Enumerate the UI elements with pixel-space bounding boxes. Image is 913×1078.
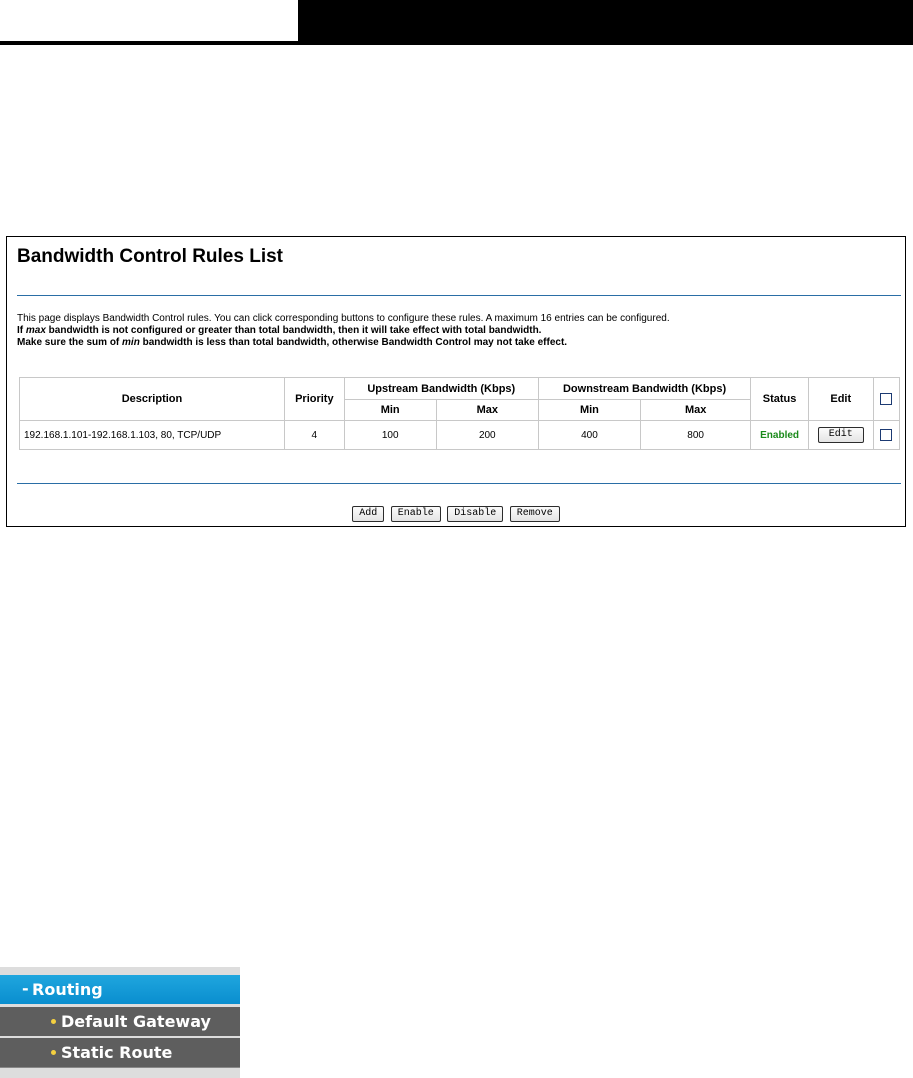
cell-down-min: 400 (538, 421, 640, 450)
sidebar-item-static-route[interactable] (0, 1038, 240, 1068)
description-line-2-pre: If (17, 325, 26, 336)
header-down-max: Max (641, 400, 751, 421)
bandwidth-control-panel (6, 236, 906, 527)
header-down-min: Min (538, 400, 640, 421)
sidebar-item-label: Default Gateway (61, 1012, 211, 1031)
document-header-bar (298, 0, 913, 41)
header-upstream: Upstream Bandwidth (Kbps) (344, 378, 538, 400)
select-all-checkbox[interactable] (880, 393, 892, 405)
collapse-dash-icon: - (22, 979, 29, 998)
sidebar-item-label: Routing (32, 980, 103, 999)
cell-description: 192.168.1.101-192.168.1.103, 80, TCP/UDP (20, 421, 285, 450)
enable-button[interactable]: Enable (391, 506, 441, 522)
header-downstream: Downstream Bandwidth (Kbps) (538, 378, 750, 400)
cell-up-min: 100 (344, 421, 436, 450)
description-line-1: This page displays Bandwidth Control rules. You can click corresponding buttons to configure these rules. A maximum 16 entries can be configured. (17, 313, 670, 324)
table-row (20, 421, 900, 450)
description-line-3 (17, 337, 567, 349)
sidebar-item-routing[interactable] (0, 975, 240, 1004)
header-status: Status (751, 378, 809, 421)
sidebar-item-label: Static Route (61, 1043, 173, 1062)
action-buttons (7, 502, 905, 522)
divider-top (17, 295, 901, 296)
header-priority: Priority (285, 378, 345, 421)
sidebar-menu (0, 967, 240, 1078)
description-line-3-post: bandwidth is less than total bandwidth, otherwise Bandwidth Control may not take effect. (139, 337, 568, 348)
header-select-all (873, 378, 899, 421)
header-edit: Edit (808, 378, 873, 421)
description-line-2-post: bandwidth is not configured or greater than total bandwidth, then it will take effect with total bandwidth. (45, 325, 542, 336)
bullet-icon (51, 1019, 56, 1024)
cell-down-max: 800 (641, 421, 751, 450)
description-line-3-pre: Make sure the sum of (17, 337, 123, 348)
cell-edit (808, 421, 873, 450)
page-title: Bandwidth Control Rules List (17, 246, 283, 267)
status-badge: Enabled (751, 421, 809, 450)
description-line-3-emphasis: min (122, 337, 140, 348)
document-header-rule (0, 41, 913, 45)
row-select-checkbox[interactable] (880, 429, 892, 441)
divider-bottom (17, 483, 901, 484)
bullet-icon (51, 1050, 56, 1055)
header-up-max: Max (436, 400, 538, 421)
edit-button[interactable]: Edit (818, 427, 864, 443)
description-line-2-emphasis: max (25, 325, 46, 336)
disable-button[interactable]: Disable (447, 506, 503, 522)
add-button[interactable]: Add (352, 506, 384, 522)
cell-up-max: 200 (436, 421, 538, 450)
description-line-2 (17, 325, 541, 337)
cell-select (873, 421, 899, 450)
remove-button[interactable]: Remove (510, 506, 560, 522)
sidebar-item-default-gateway[interactable] (0, 1007, 240, 1036)
cell-priority: 4 (285, 421, 345, 450)
header-up-min: Min (344, 400, 436, 421)
header-description: Description (20, 378, 285, 421)
rules-table (19, 377, 900, 450)
